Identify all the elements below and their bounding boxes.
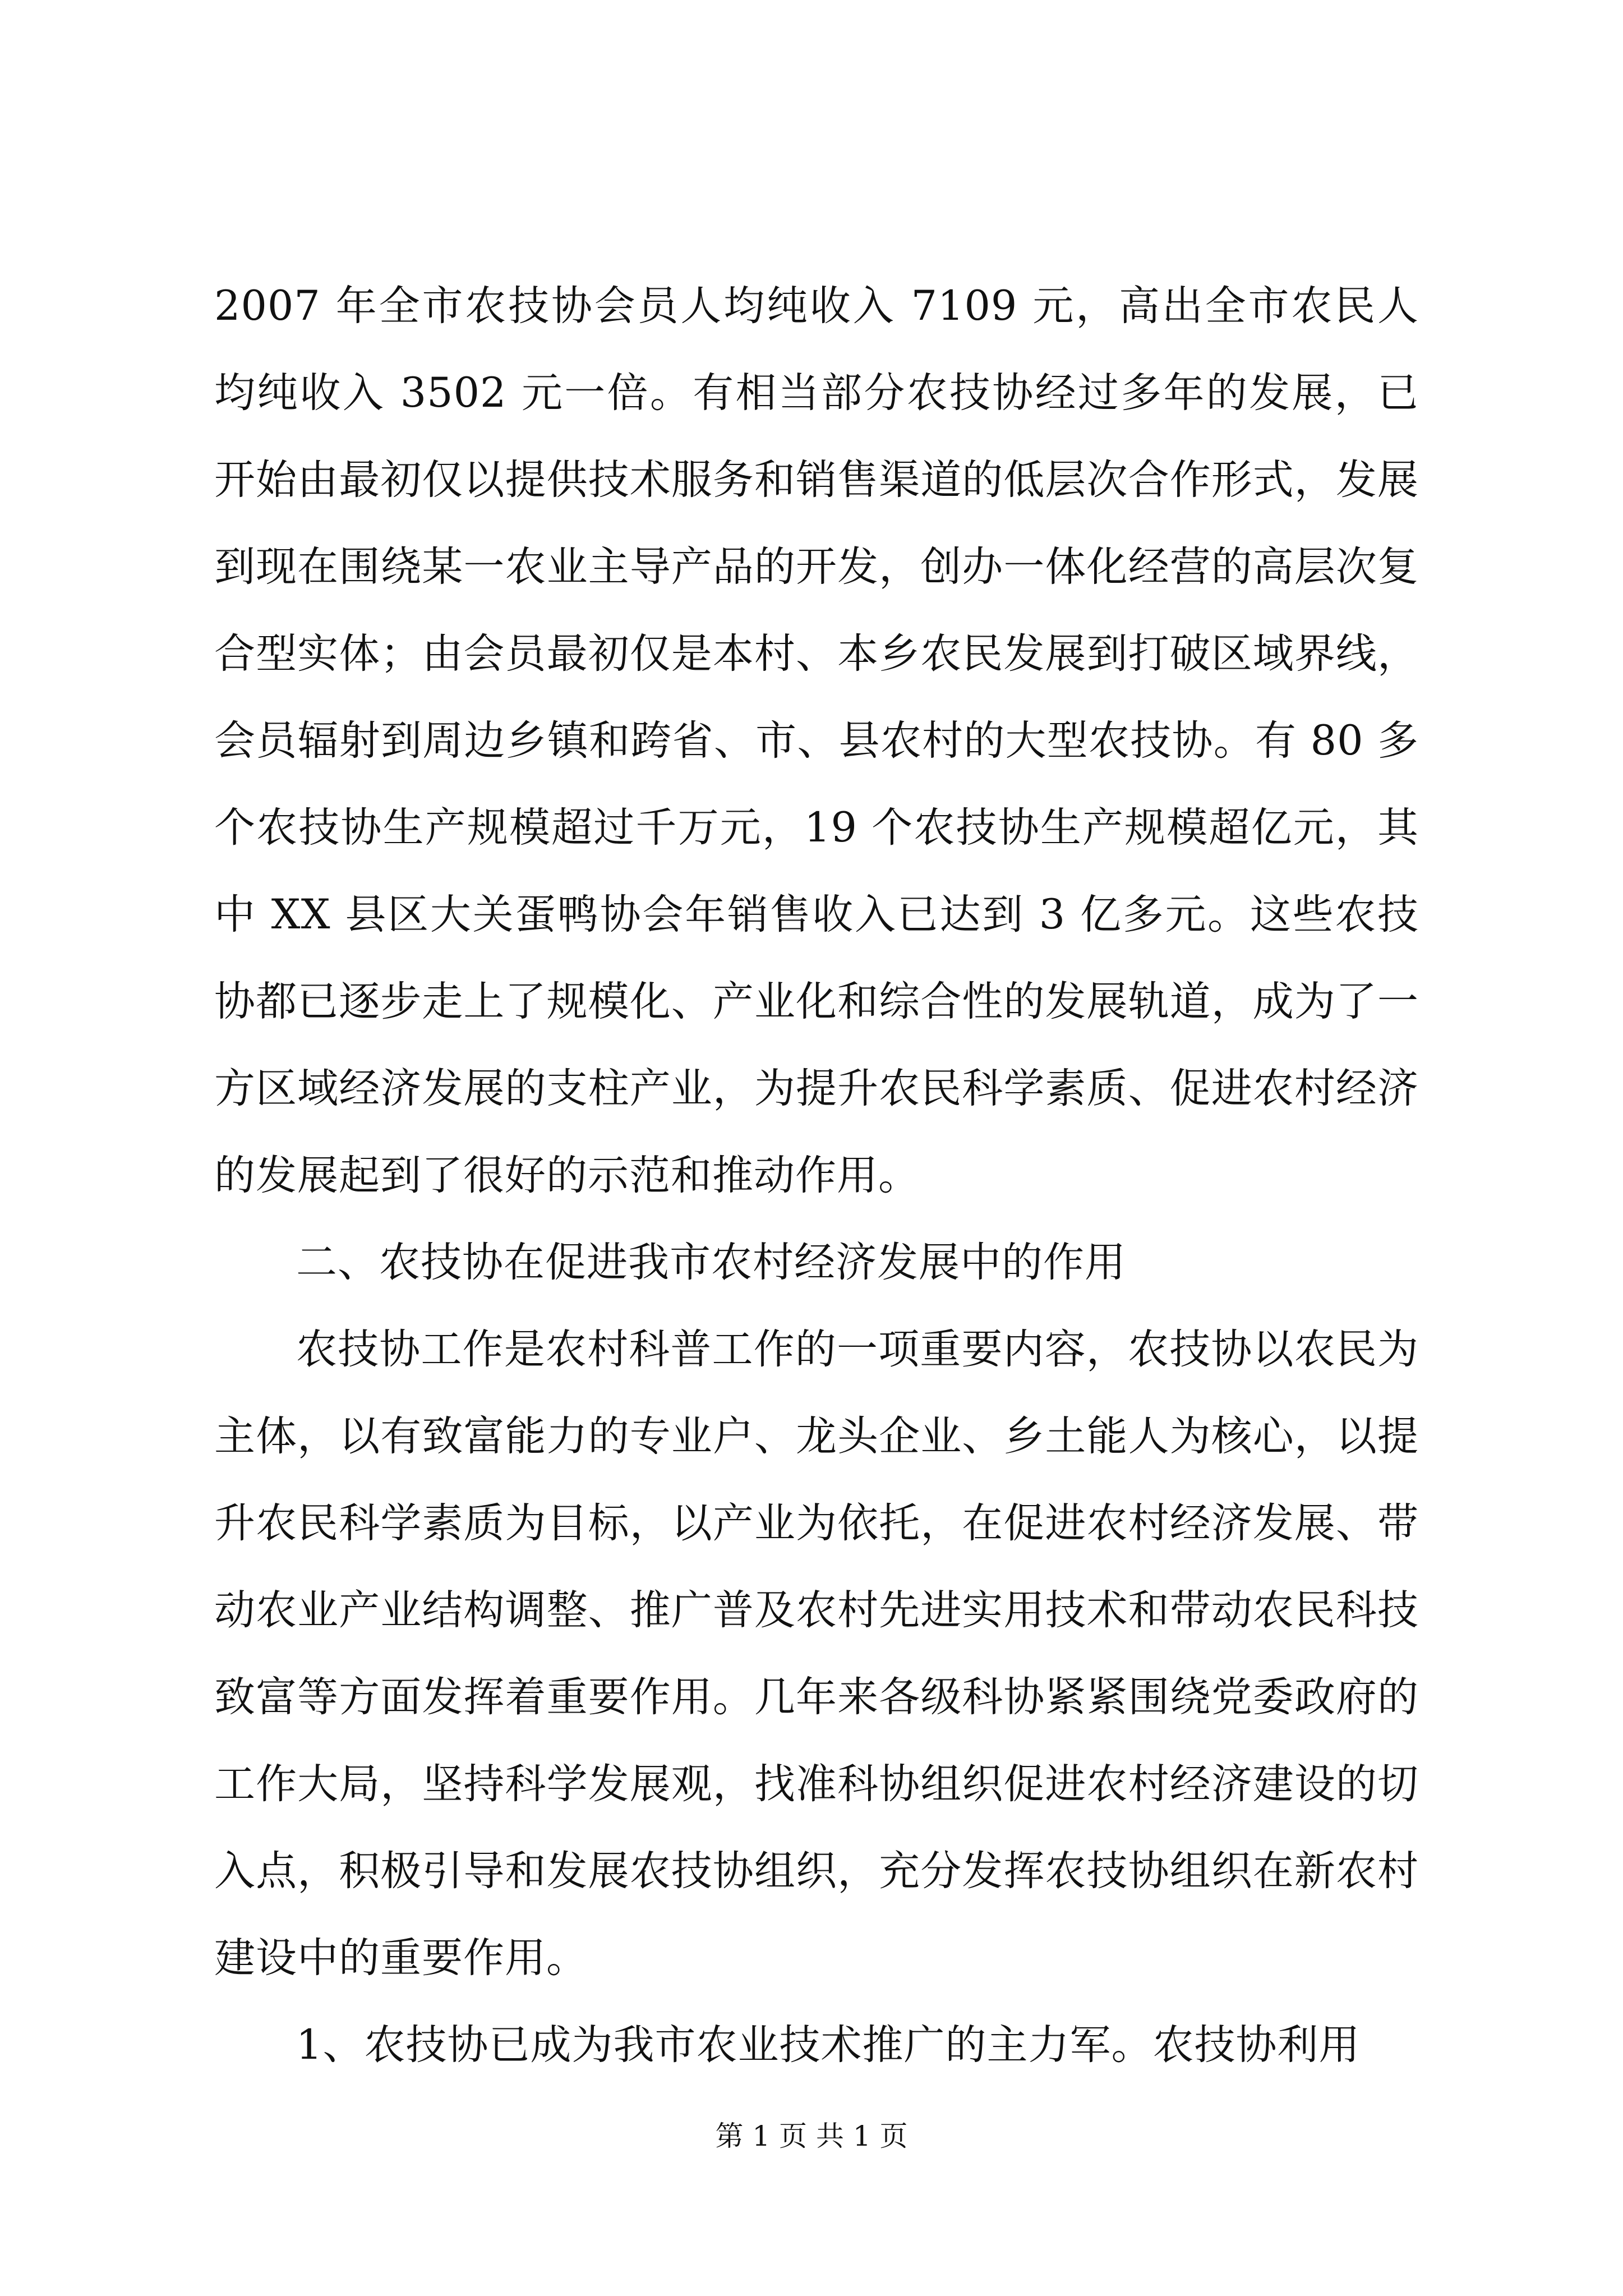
paragraph-role-of-associations: 农技协工作是农村科普工作的一项重要内容，农技协以农民为主体，以有致富能力的专业户、龙头企业、乡土能人为核心，以提升农民科学素质为目标，以产业为依托，在促进农村经济发展、带动农业产业结构调整、推广普及农村先进实用技术和带动农民科技致富等方面发挥着重要作用。几年来各级科协紧紧围绕党委政府的工作大局，坚持科学发展观，找准科协组织促进农村经济建设的切入点，积极引导和发展农技协组织，充分发挥农技协组织在新农村建设中的重要作用。: [214, 1326, 1419, 1982]
document-body: [214, 263, 1419, 2088]
section-heading: 二、农技协在促进我市农村经济发展中的作用: [296, 1239, 1126, 1286]
paragraph-continuation: 2007 年全市农技协会员人均纯收入 7109 元，高出全市农民人均纯收入 3502 元一倍。有相当部分农技协经过多年的发展，已开始由最初仅以提供技术服务和销售渠道的低层次合作形式，发展到现在围绕某一农业主导产品的开发，创办一体化经营的高层次复合型实体；由会员最初仅是本村、本乡农民发展到打破区域界线，会员辐射到周边乡镇和跨省、市、县农村的大型农技协。有 80 多个农技协生产规模超过千万元，19 个农技协生产规模超亿元，其中 XX 县区大关蛋鸭协会年销售收入已达到 3 亿多元。这些农技协都已逐步走上了规模化、产业化和综合性的发展轨道，成为了一方区域经济发展的支柱产业，为提升农民科学素质、促进农村经济的发展起到了很好的示范和推动作用。: [214, 282, 1419, 1199]
page-footer: 第 1 页 共 1 页: [715, 2120, 908, 2152]
paragraph-item-1: 1、农技协已成为我市农业技术推广的主力军。农技协利用: [296, 2021, 1361, 2069]
